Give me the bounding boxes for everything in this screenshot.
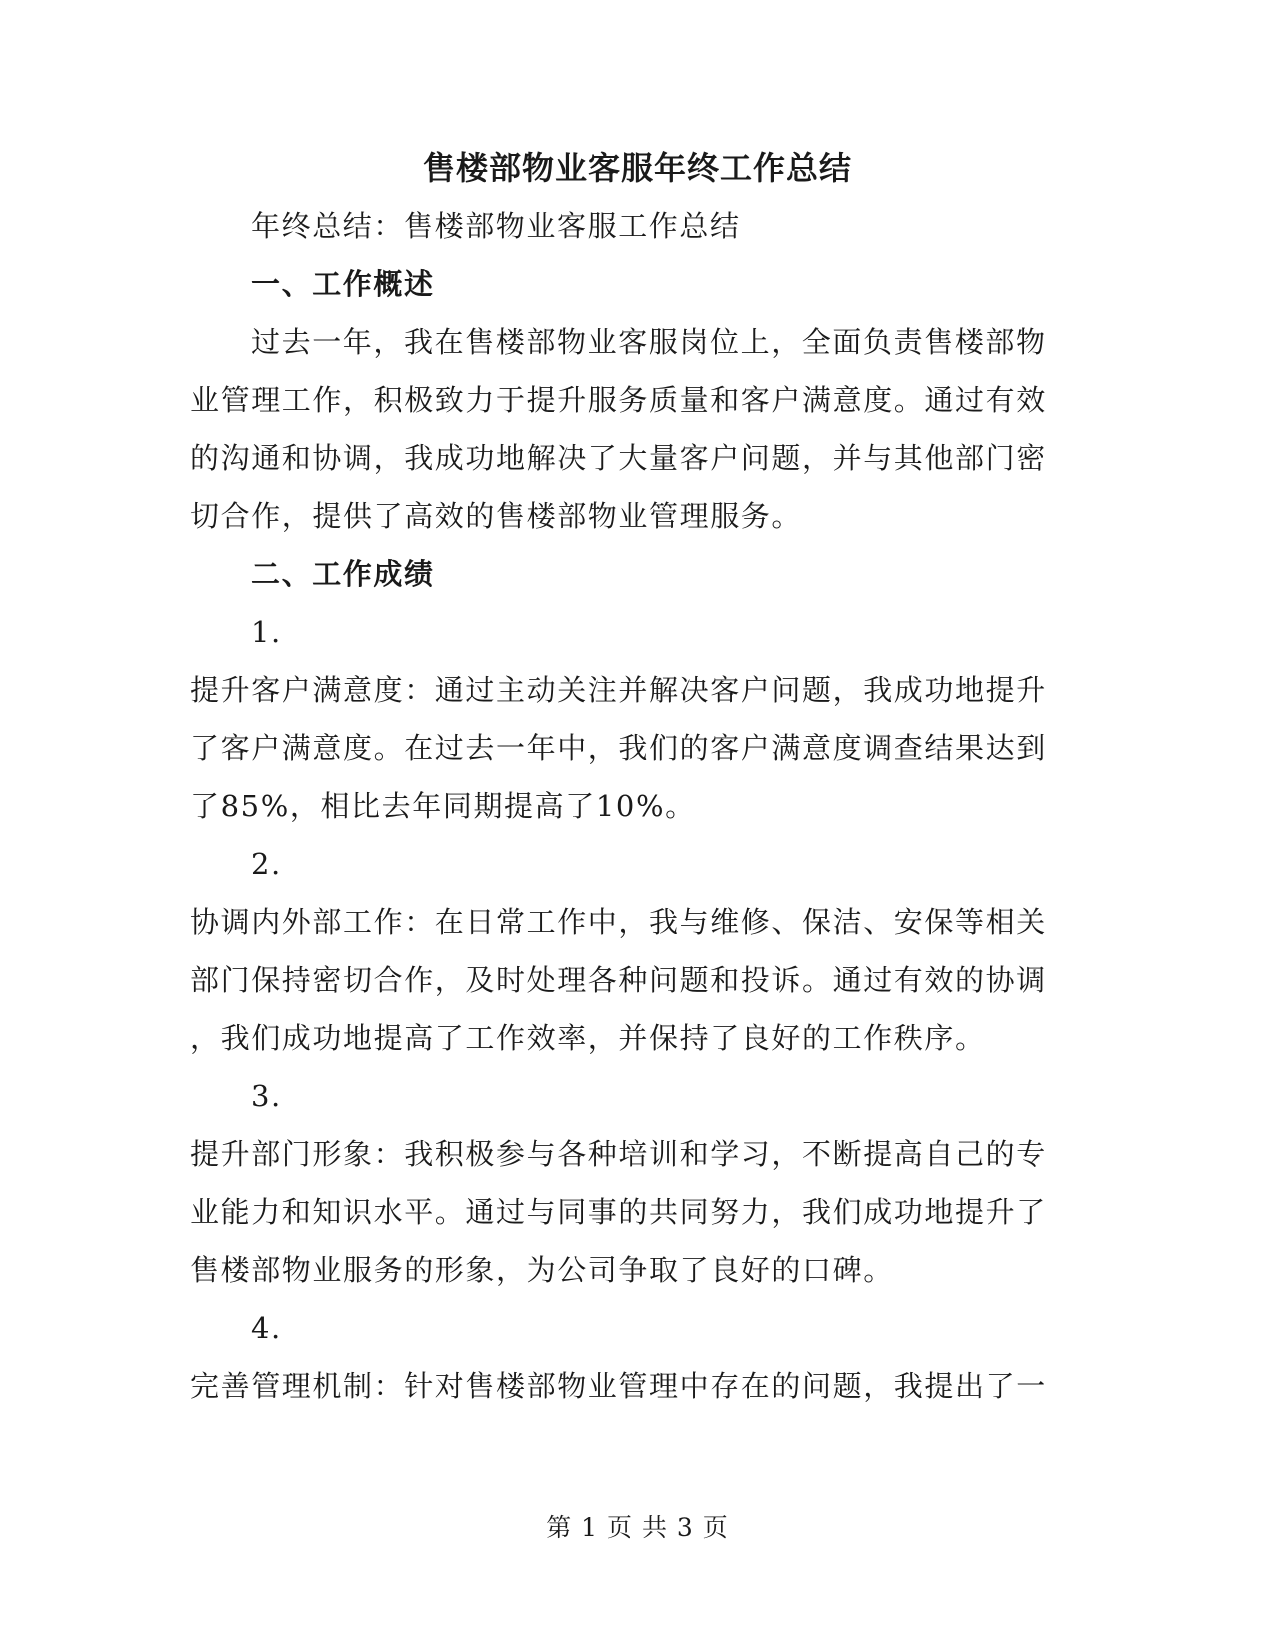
- page-number-footer: 第 1 页 共 3 页: [546, 1513, 729, 1542]
- section1-line: 切合作，提供了高效的售楼部物业管理服务。: [190, 499, 803, 533]
- item3-line: 业能力和知识水平。通过与同事的共同努力，我们成功地提升了: [190, 1195, 1047, 1229]
- item2-line: 协调内外部工作：在日常工作中，我与维修、保洁、安保等相关: [190, 905, 1047, 939]
- item1-line: 提升客户满意度：通过主动关注并解决客户问题，我成功地提升: [190, 673, 1047, 707]
- subtitle: 年终总结：售楼部物业客服工作总结: [251, 209, 741, 243]
- section1-line: 过去一年，我在售楼部物业客服岗位上，全面负责售楼部物: [251, 325, 1047, 359]
- item1-number: 1.: [251, 615, 282, 649]
- item3-line: 售楼部物业服务的形象，为公司争取了良好的口碑。: [190, 1253, 894, 1287]
- item2-number: 2.: [251, 847, 282, 881]
- item1-line: 了85%，相比去年同期提高了10%。: [190, 789, 696, 823]
- item3-number: 3.: [251, 1079, 282, 1113]
- item1-line: 了客户满意度。在过去一年中，我们的客户满意度调查结果达到: [190, 731, 1047, 765]
- item2-line: 部门保持密切合作，及时处理各种问题和投诉。通过有效的协调: [190, 963, 1047, 997]
- document-title: 售楼部物业客服年终工作总结: [422, 149, 852, 187]
- item2-line: ，我们成功地提高了工作效率，并保持了良好的工作秩序。: [190, 1021, 986, 1055]
- section1-heading: 一、工作概述: [251, 267, 435, 301]
- section2-heading: 二、工作成绩: [251, 557, 435, 591]
- item4-line: 完善管理机制：针对售楼部物业管理中存在的问题，我提出了一: [190, 1369, 1047, 1403]
- section1-line: 业管理工作，积极致力于提升服务质量和客户满意度。通过有效: [190, 383, 1047, 417]
- section1-line: 的沟通和协调，我成功地解决了大量客户问题，并与其他部门密: [190, 441, 1047, 475]
- item3-line: 提升部门形象：我积极参与各种培训和学习，不断提高自己的专: [190, 1137, 1047, 1171]
- item4-number: 4.: [251, 1311, 282, 1345]
